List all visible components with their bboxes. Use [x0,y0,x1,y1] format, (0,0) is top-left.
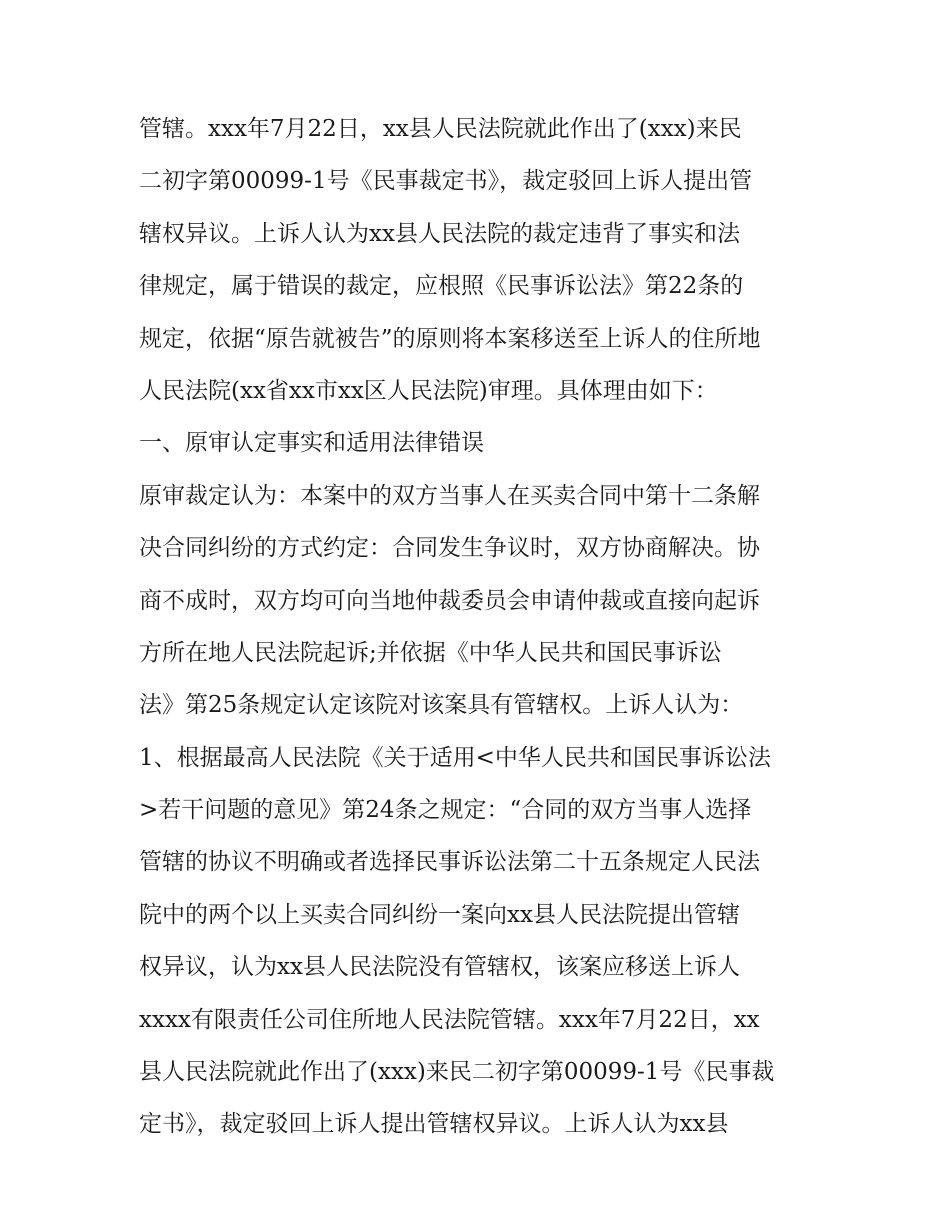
text-line: 管辖的协议不明确或者选择民事诉讼法第二十五条规定人民法 [139,849,760,876]
text-line: 原审裁定认为：本案中的双方当事人在买卖合同中第十二条解 [139,482,760,509]
text-line: 方所在地人民法院起诉;并依据《中华人民共和国民事诉讼 [139,639,722,666]
text-line: 法》第25条规定认定该院对该案具有管辖权。上诉人认为： [139,692,744,719]
text-line: 1、根据最高人民法院《关于适用<中华人民共和国民事诉讼法 [139,744,771,771]
text-line: 规定，依据“原告就被告”的原则将本案移送至上诉人的住所地 [139,325,761,352]
text-line: 院中的两个以上买卖合同纠纷一案向xx县人民法院提出管辖 [139,901,740,928]
text-line: 商不成时，双方均可向当地仲裁委员会申请仲裁或直接向起诉 [139,587,760,614]
text-line: >若干问题的意见》第24条之规定：“合同的双方当事人选择 [139,797,752,824]
text-line: 人民法院(xx省xx市xx区人民法院)审理。具体理由如下： [139,377,718,404]
section-heading: 一、原审认定事实和适用法律错误 [139,430,484,457]
text-line: 二初字第00099-1号《民事裁定书》，裁定驳回上诉人提出管 [139,168,753,195]
text-line: 律规定，属于错误的裁定，应根照《民事诉讼法》第22条的 [139,273,744,300]
text-line: 定书》，裁定驳回上诉人提出管辖权异议。上诉人认为xx县 [139,1111,729,1138]
text-line: 县人民法院就此作出了(xxx)来民二初字第00099-1号《民事裁 [139,1059,775,1086]
text-line: xxxx有限责任公司住所地人民法院管辖。xxx年7月22日，xx [139,1006,760,1033]
document-body [139,103,839,1151]
text-line: 辖权异议。上诉人认为xx县人民法院的裁定违背了事实和法 [139,220,740,247]
text-line: 管辖。xxx年7月22日，xx县人民法院就此作出了(xxx)来民 [139,116,742,142]
text-line: 决合同纠纷的方式约定：合同发生争议时，双方协商解决。协 [139,535,760,562]
text-line: 权异议，认为xx县人民法院没有管辖权，该案应移送上诉人 [139,954,740,981]
